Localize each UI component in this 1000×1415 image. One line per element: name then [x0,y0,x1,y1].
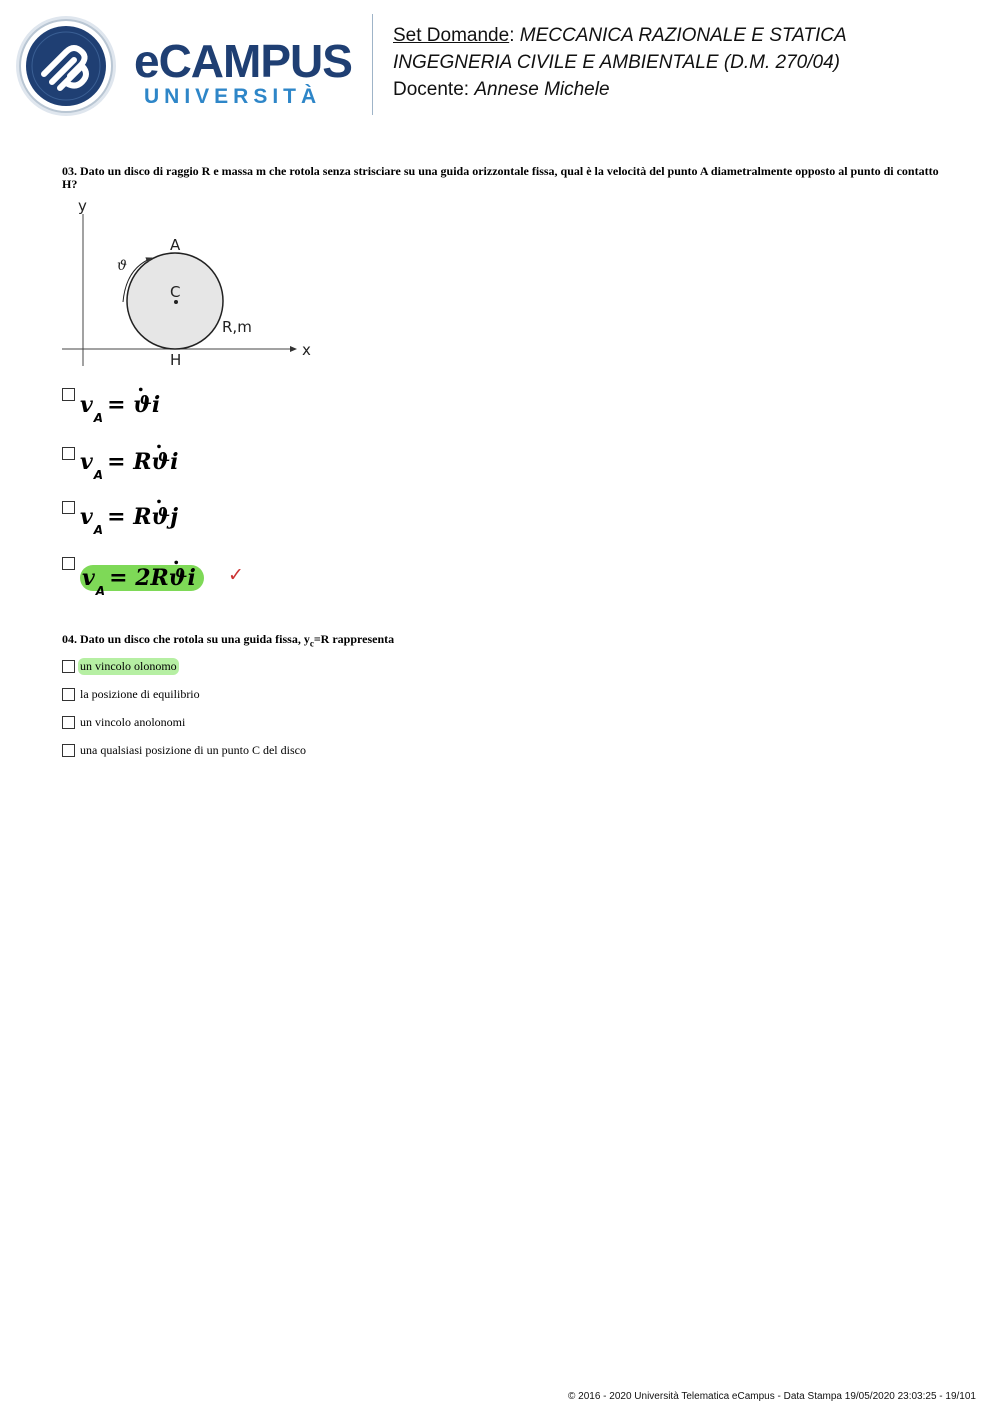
angle-label: ϑ [117,258,128,274]
teacher-label: Docente [393,79,464,100]
q3-option-4-formula [80,565,204,598]
brand-name: eCAMPUS [134,35,352,87]
correct-check-icon: ✓ [228,564,244,586]
q3-option-4-checkbox[interactable] [62,557,75,575]
q4-option-1-checkbox[interactable] [62,660,75,673]
brand-subtitle: UNIVERSITÀ [144,85,322,108]
question-4-text: 04. Dato un disco che rotola su una guida fissa, $y_c=R$ rappresenta [62,632,395,649]
correct-answer-highlight: $v_A = 2R$. ϑi [80,565,204,591]
point-a-label: A [170,236,181,254]
q3-option-3-checkbox[interactable] [62,501,75,519]
header-divider [372,14,373,115]
q4-option-1[interactable] [62,658,179,675]
q4-option-4[interactable] [62,742,308,759]
q3-option-2-checkbox[interactable] [62,447,75,465]
q4-option-1-label: un vincolo olonomo [80,659,177,673]
course-title: MECCANICA RAZIONALE E STATICA [519,25,847,46]
rolling-disc-figure [60,196,330,368]
page-footer: © 2016 - 2020 Università Telematica eCampus - Data Stampa 19/05/2020 23:03:25 - 19/101 [568,1391,976,1402]
x-axis-label: x [302,341,311,359]
q4-option-2[interactable] [62,686,202,703]
question-3-text: 03. Dato un disco di raggio R e massa m che rotola senza strisciare su una guida orizzontale fissa, qual è la velocità del punto A diametralmente opposto al punto di contatto H? [62,164,939,191]
q3-option-2-formula: $v_A = R$. ϑi [80,449,179,482]
ecampus-logo [14,14,356,118]
q3-option-1-checkbox[interactable] [62,388,75,406]
q4-option-2-label: la posizione di equilibrio [80,687,200,701]
course-degree: INGEGNERIA CIVILE E AMBIENTALE (D.M. 270/04) [393,52,840,73]
point-h-label: H [170,351,182,368]
university-seal-icon [14,14,118,118]
q4-option-3-checkbox[interactable] [62,716,75,729]
point-c-label: C [170,283,181,301]
teacher-name: Annese Michele [474,79,610,100]
radius-mass-label: R,m [222,318,252,336]
q4-option-3-label: un vincolo anolonomi [80,715,186,729]
set-label: Set Domande [393,25,510,46]
document-header: Set Domande: MECCANICA RAZIONALE E STATICA INGEGNERIA CIVILE E AMBIENTALE (D.M. 270/04) Docente: Annese Michele [393,25,847,100]
q4-option-3[interactable] [62,714,187,731]
q4-option-4-checkbox[interactable] [62,744,75,757]
q3-option-1-formula: $v_A$ = . ϑi [80,392,160,425]
q3-option-3-formula: $v_A = R$. ϑj [80,504,178,537]
q4-option-2-checkbox[interactable] [62,688,75,701]
q4-option-4-label: una qualsiasi posizione di un punto C del disco [80,743,306,757]
y-axis-label: y [78,197,87,215]
